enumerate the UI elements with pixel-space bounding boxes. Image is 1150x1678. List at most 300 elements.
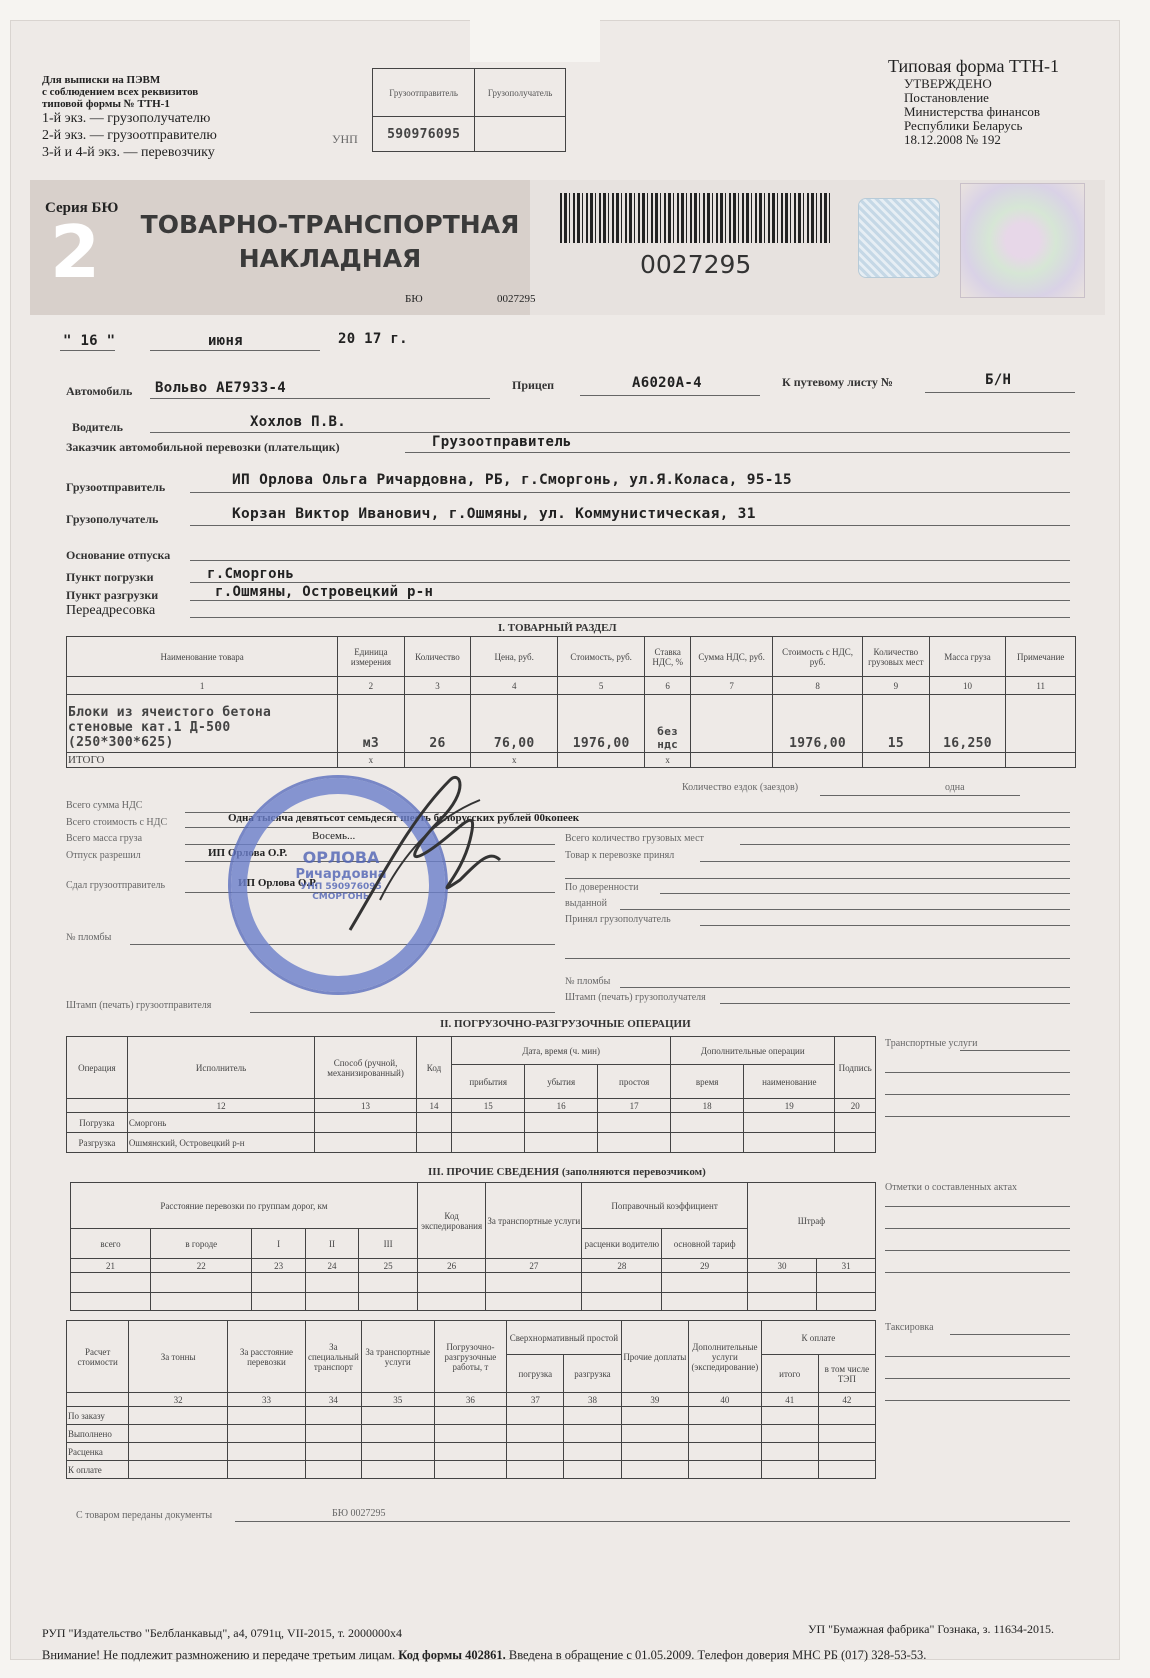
info-cell (151, 1273, 252, 1293)
goods-col-num: 3 (404, 677, 471, 695)
copy-line1: 1-й экз. — грузополучателю (42, 111, 211, 126)
op-row-loading-exec: Сморгонь (127, 1113, 315, 1133)
op-cell (416, 1113, 451, 1133)
loading-value: г.Сморгонь (207, 566, 295, 582)
small-series: БЮ (405, 293, 423, 305)
goods-header: Сумма НДС, руб. (691, 637, 773, 677)
op-cell (671, 1133, 744, 1153)
info-header-code: Код экспедирования (417, 1183, 485, 1259)
goods-col-num: 11 (1006, 677, 1076, 695)
unloading-value: г.Ошмяны, Островецкий р-н (215, 584, 434, 600)
calc-row-label: Расценка (67, 1443, 129, 1461)
calc-cell (228, 1461, 306, 1479)
calc-header-other: Прочие доплаты (621, 1321, 689, 1393)
calc-col-num: 38 (564, 1393, 621, 1407)
info-header-total: всего (71, 1229, 151, 1259)
info-cell (486, 1293, 582, 1311)
total-x: х (338, 753, 405, 768)
op-col-num: 14 (416, 1099, 451, 1113)
calc-cell (564, 1425, 621, 1443)
info-header-II: II (305, 1229, 358, 1259)
calc-cell (621, 1425, 689, 1443)
info-cell (305, 1293, 358, 1311)
release-value: ИП Орлова О.Р. (208, 847, 288, 859)
calc-cell (129, 1425, 228, 1443)
accepted-label: Товар к перевозке принял (565, 850, 675, 861)
calc-col-num: 40 (689, 1393, 762, 1407)
goods-table (66, 636, 1076, 768)
calc-row-label: К оплате (67, 1461, 129, 1479)
op-cell (525, 1133, 598, 1153)
op-header-time: время (671, 1065, 744, 1099)
calc-header-tonnes: За тонны (129, 1321, 228, 1393)
publisher-imprint: РУП "Издательство "Белбланкавыд", а4, 0791ц, VII-2015, т. 2000000х4 (42, 1626, 403, 1640)
calc-col-num: 42 (818, 1393, 875, 1407)
calc-cell (689, 1425, 762, 1443)
goods-cost: 1976,00 (558, 695, 645, 753)
other-info-table (70, 1182, 876, 1311)
table-row (67, 1425, 876, 1443)
goods-header: Стоимость, руб. (558, 637, 645, 677)
info-header-distance: Расстояние перевозки по группам дорог, км (71, 1183, 418, 1229)
goods-header: Стоимость с НДС, руб. (773, 637, 863, 677)
section1-title: I. ТОВАРНЫЙ РАЗДЕЛ (498, 622, 617, 634)
unloading-label: Пункт разгрузки (66, 588, 159, 602)
op-cell (452, 1113, 525, 1133)
calc-cell (761, 1461, 818, 1479)
op-cell (315, 1113, 416, 1133)
docs-value: БЮ 0027295 (332, 1508, 386, 1519)
copy-line3: 3-й и 4-й экз. — перевозчику (42, 145, 215, 160)
calc-cell (507, 1407, 564, 1425)
goods-header: Цена, руб. (471, 637, 558, 677)
instruction-line2: с соблюдением всех реквизитов (42, 86, 199, 98)
goods-name-line2: стеновые кат.1 Д-500 (250*300*625) (68, 720, 231, 750)
op-header-departure: убытия (525, 1065, 598, 1099)
total-cell (863, 753, 930, 768)
info-header-III: III (359, 1229, 418, 1259)
calc-header-extra: Дополнительные услуги (экспедирование) (689, 1321, 762, 1393)
info-col-num: 29 (662, 1259, 747, 1273)
calc-cell (761, 1407, 818, 1425)
calc-cell (434, 1461, 507, 1479)
mass-total-label: Всего масса груза (66, 833, 143, 844)
calc-cell (818, 1425, 875, 1443)
form-info-block (888, 56, 1118, 147)
op-col-num (67, 1099, 128, 1113)
calc-cell (434, 1425, 507, 1443)
info-cell (817, 1273, 876, 1293)
unp-table (372, 68, 566, 152)
total-cell (691, 753, 773, 768)
goods-vat-sum (691, 695, 773, 753)
docs-label: С товаром переданы документы (76, 1510, 213, 1521)
calc-cell (818, 1461, 875, 1479)
op-cell (315, 1133, 416, 1153)
table-row (67, 1113, 876, 1133)
op-cell (835, 1113, 876, 1133)
series-label: Серия БЮ (45, 200, 119, 216)
info-cell (71, 1273, 151, 1293)
info-cell (252, 1273, 305, 1293)
op-cell (744, 1133, 835, 1153)
op-header-arrival: прибытия (452, 1065, 525, 1099)
goods-header: Ставка НДС, % (645, 637, 691, 677)
calc-col-num: 36 (434, 1393, 507, 1407)
calc-cell (129, 1461, 228, 1479)
unp-label: УНП (332, 132, 358, 146)
info-cell (417, 1293, 485, 1311)
info-cell (71, 1293, 151, 1311)
op-cell (525, 1113, 598, 1133)
goods-cost-vat: 1976,00 (773, 695, 863, 753)
calc-cell (305, 1443, 361, 1461)
table-row (67, 1133, 876, 1153)
info-cell (305, 1273, 358, 1293)
calc-col-num: 39 (621, 1393, 689, 1407)
calc-header-distance: За расстояние перевозки (228, 1321, 306, 1393)
info-col-num: 23 (252, 1259, 305, 1273)
goods-vat-rate: без ндс (645, 695, 691, 753)
calc-cell (761, 1443, 818, 1461)
table-row (67, 753, 1076, 768)
goods-col-num: 9 (863, 677, 930, 695)
op-col-num: 12 (127, 1099, 315, 1113)
info-col-num: 25 (359, 1259, 418, 1273)
calc-col-num: 32 (129, 1393, 228, 1407)
calc-cell (361, 1461, 434, 1479)
footer-warning-code: Код формы 402861. (398, 1648, 506, 1662)
form-line2: Министерства финансов (904, 104, 1041, 119)
unp-consignee-value (475, 117, 566, 152)
car-value: Вольво АЕ7933-4 (155, 380, 286, 396)
total-x: х (645, 753, 691, 768)
calc-cell (507, 1443, 564, 1461)
seal-text-1: ОРЛОВА (302, 848, 380, 867)
footer-warning-a: Внимание! Не подлежит размножению и передаче третьим лицам. (42, 1648, 399, 1662)
calc-header-transport: За транспортные услуги (361, 1321, 434, 1393)
goods-col-num: 7 (691, 677, 773, 695)
trips-value: одна (945, 782, 965, 793)
calc-cell (228, 1443, 306, 1461)
mass-total-value: Восемь... (312, 830, 356, 842)
op-cell (598, 1113, 671, 1133)
info-col-num: 31 (817, 1259, 876, 1273)
footer-warning-c: Введена в обращение с 01.05.2009. Телефон доверия МНС РБ (017) 328-53-53. (505, 1648, 927, 1662)
shipper-label: Грузоотправитель (66, 480, 166, 494)
calc-cell (621, 1407, 689, 1425)
info-cell (582, 1293, 662, 1311)
goods-qty: 26 (404, 695, 471, 753)
total-cell (773, 753, 863, 768)
info-cell (662, 1273, 747, 1293)
calc-cell (361, 1407, 434, 1425)
info-cell (817, 1293, 876, 1311)
calc-cell (689, 1443, 762, 1461)
goods-header: Примечание (1006, 637, 1076, 677)
op-cell (416, 1133, 451, 1153)
calc-row-label: Выполнено (67, 1425, 129, 1443)
calc-cell (129, 1443, 228, 1461)
seal2-label: № пломбы (565, 976, 611, 987)
seal-text-3: УНП 590976095 (300, 882, 382, 892)
serial-number: 0027295 (640, 250, 752, 279)
consignee-label: Грузополучатель (66, 512, 159, 526)
op-header-extra: Дополнительные операции (671, 1037, 835, 1065)
info-col-num: 26 (417, 1259, 485, 1273)
consignee-stamp-label: Штамп (печать) грузополучателя (565, 992, 706, 1003)
seal-label: № пломбы (66, 932, 112, 943)
form-line3: Республики Беларусь (904, 118, 1023, 133)
calc-cell (361, 1443, 434, 1461)
info-cell (747, 1273, 816, 1293)
goods-header: Количество грузовых мест (863, 637, 930, 677)
calc-cell (761, 1425, 818, 1443)
goods-name-line1: Блоки из ячеистого бетона (68, 705, 272, 720)
info-col-num: 22 (151, 1259, 252, 1273)
info-cell (252, 1293, 305, 1311)
copy-line2: 2-й экз. — грузоотправителю (42, 128, 217, 143)
unp-col-consignee: Грузополучатель (475, 69, 566, 117)
calc-cell (305, 1461, 361, 1479)
calc-cell (621, 1443, 689, 1461)
operations-table (66, 1036, 876, 1153)
goods-unit: м3 (338, 695, 405, 753)
op-header-sign: Подпись (835, 1037, 876, 1099)
info-header-coef: Поправочный коэффициент (582, 1183, 747, 1229)
table-row (67, 1461, 876, 1479)
calc-col-num (67, 1393, 129, 1407)
calc-cell (564, 1461, 621, 1479)
power-label: По доверенности (565, 882, 639, 893)
calc-header-over: Сверхнормативный простой (507, 1321, 621, 1355)
calc-cell (305, 1407, 361, 1425)
op-cell (744, 1113, 835, 1133)
grand-total-value: Одна тысяча девятьсот семьдесят шесть белорусских рублей 00копеек (228, 812, 580, 824)
waybill-value: Б/Н (985, 372, 1012, 388)
small-serial: 0027295 (497, 293, 536, 305)
date-year: 20 17 г. (338, 331, 408, 347)
goods-col-num: 5 (558, 677, 645, 695)
op-cell (835, 1133, 876, 1153)
calc-cell (507, 1461, 564, 1479)
footer-warning (42, 1648, 926, 1663)
trips-label: Количество ездок (заездов) (682, 782, 799, 793)
op-cell (598, 1133, 671, 1153)
info-header-driver-pay: расценки водителю (582, 1229, 662, 1259)
hologram-square (858, 198, 940, 278)
info-cell (151, 1293, 252, 1311)
page-notch (470, 0, 600, 62)
form-line4: 18.12.2008 № 192 (904, 132, 1001, 147)
barcode (560, 193, 830, 243)
driver-value: Хохлов П.В. (250, 414, 347, 430)
op-col-num: 17 (598, 1099, 671, 1113)
op-col-num: 18 (671, 1099, 744, 1113)
section2-title: II. ПОГРУЗОЧНО-РАЗГРУЗОЧНЫЕ ОПЕРАЦИИ (440, 1018, 691, 1030)
seal-text-2: Ричардовна (295, 867, 387, 882)
customer-value: Грузоотправитель (432, 434, 572, 450)
info-cell (747, 1293, 816, 1311)
total-x: х (471, 753, 558, 768)
handed-label: Сдал грузоотправитель (66, 880, 166, 891)
op-header-operation: Операция (67, 1037, 128, 1099)
goods-places: 15 (863, 695, 930, 753)
calc-header-sum: итого (761, 1355, 818, 1393)
info-col-num: 28 (582, 1259, 662, 1273)
goods-note (1006, 695, 1076, 753)
op-header-code: Код (416, 1037, 451, 1099)
consignee-value: Корзан Виктор Иванович, г.Ошмяны, ул. Коммунистическая, 31 (232, 506, 756, 522)
vat-total-label: Всего сумма НДС (66, 800, 143, 811)
calc-header-calc: Расчет стоимости (67, 1321, 129, 1393)
info-cell (582, 1273, 662, 1293)
calc-header-load: погрузка (507, 1355, 564, 1393)
calc-cell (305, 1425, 361, 1443)
info-header-city: в городе (151, 1229, 252, 1259)
trailer-value: А6020А-4 (632, 375, 702, 391)
goods-col-num: 6 (645, 677, 691, 695)
shipper-stamp-label: Штамп (печать) грузоотправителя (66, 1000, 212, 1011)
table-row (67, 695, 1076, 753)
calc-cell (689, 1461, 762, 1479)
info-col-num: 21 (71, 1259, 151, 1273)
release-label: Отпуск разрешил (66, 850, 141, 861)
car-label: Автомобиль (66, 384, 133, 398)
calc-cell (621, 1461, 689, 1479)
unp-shipper-value: 590976095 (373, 117, 475, 152)
calc-cell (129, 1407, 228, 1425)
calc-col-num: 34 (305, 1393, 361, 1407)
goods-price: 76,00 (471, 695, 558, 753)
loading-label: Пункт погрузки (66, 570, 154, 584)
grand-total-label: Всего стоимость с НДС (66, 817, 168, 828)
form-title: Типовая форма ТТН-1 (888, 56, 1059, 76)
goods-name-cell (67, 695, 338, 753)
calc-col-num: 37 (507, 1393, 564, 1407)
basis-label: Основание отпуска (66, 548, 171, 562)
op-header-method: Способ (ручной, механизированный) (315, 1037, 416, 1099)
table-row (67, 1443, 876, 1461)
op-header-datetime: Дата, время (ч. мин) (452, 1037, 671, 1065)
info-cell (359, 1273, 418, 1293)
document-title-line1: ТОВАРНО-ТРАНСПОРТНАЯ (140, 210, 520, 239)
op-header-executor: Исполнитель (127, 1037, 315, 1099)
op-col-num: 15 (452, 1099, 525, 1113)
op-row-unloading-exec: Ошмянский, Островецкий р-н (127, 1133, 315, 1153)
op-row-loading: Погрузка (67, 1113, 128, 1133)
goods-header: Наименование товара (67, 637, 338, 677)
issued-label: выданной (565, 898, 608, 909)
document-title (130, 208, 530, 276)
date-day: " 16 " (63, 333, 116, 349)
places-total-label: Всего количество грузовых мест (565, 833, 704, 844)
form-line1: Постановление (904, 90, 989, 105)
customer-label: Заказчик автомобильной перевозки (плательщик) (66, 440, 340, 454)
calc-header-unload: разгрузка (564, 1355, 621, 1393)
calc-header-pay: К оплате (761, 1321, 875, 1355)
factory-imprint: УП "Бумажная фабрика" Гознака, з. 11634-2015. (808, 1622, 1055, 1636)
op-col-num: 20 (835, 1099, 876, 1113)
calc-cell (228, 1407, 306, 1425)
calc-header-incl: в том числе ТЭП (818, 1355, 875, 1393)
readdress-label: Переадресовка (66, 603, 156, 618)
total-cell (1006, 753, 1076, 768)
section3-title: III. ПРОЧИЕ СВЕДЕНИЯ (заполняются перевозчиком) (428, 1166, 706, 1178)
instructions-block (42, 74, 302, 161)
copy-number: 2 (50, 210, 101, 294)
goods-mass: 16,250 (929, 695, 1006, 753)
transport-services-label: Транспортные услуги (885, 1038, 978, 1049)
calc-cell (228, 1425, 306, 1443)
info-header-fine: Штраф (747, 1183, 875, 1259)
cost-calc-table (66, 1320, 876, 1479)
unp-col-shipper: Грузоотправитель (373, 69, 475, 117)
table-row (71, 1273, 876, 1293)
calc-cell (564, 1407, 621, 1425)
calc-col-num: 33 (228, 1393, 306, 1407)
calc-header-loading: Погрузочно-разгрузочные работы, т (434, 1321, 507, 1393)
op-col-num: 19 (744, 1099, 835, 1113)
goods-col-num: 1 (67, 677, 338, 695)
instruction-line3: типовой формы № ТТН-1 (42, 98, 170, 110)
trailer-label: Прицеп (512, 378, 555, 392)
total-cell (558, 753, 645, 768)
op-col-num: 13 (315, 1099, 416, 1113)
taxing-label: Таксировка (885, 1322, 934, 1333)
calc-cell (818, 1443, 875, 1461)
info-cell (662, 1293, 747, 1311)
op-cell (671, 1113, 744, 1133)
op-row-unloading: Разгрузка (67, 1133, 128, 1153)
goods-header: Масса груза (929, 637, 1006, 677)
handed-value: ИП Орлова О.Р. (238, 877, 318, 889)
info-col-num: 27 (486, 1259, 582, 1273)
calc-cell (434, 1407, 507, 1425)
acts-label: Отметки о составленных актах (885, 1182, 1018, 1193)
received-label: Принял грузополучатель (565, 914, 671, 925)
table-row (71, 1293, 876, 1311)
calc-cell (564, 1443, 621, 1461)
calc-row-label: По заказу (67, 1407, 129, 1425)
info-cell (359, 1293, 418, 1311)
info-header-I: I (252, 1229, 305, 1259)
op-col-num: 16 (525, 1099, 598, 1113)
calc-cell (507, 1425, 564, 1443)
date-month: июня (208, 333, 243, 349)
form-approved: УТВЕРЖДЕНО (904, 76, 992, 91)
document-title-line2: НАКЛАДНАЯ (238, 244, 422, 273)
goods-col-num: 4 (471, 677, 558, 695)
calc-col-num: 41 (761, 1393, 818, 1407)
calc-cell (689, 1407, 762, 1425)
shipper-value: ИП Орлова Ольга Ричардовна, РБ, г.Сморгонь, ул.Я.Коласа, 95-15 (232, 472, 792, 488)
goods-header: Единица измерения (338, 637, 405, 677)
info-cell (417, 1273, 485, 1293)
calc-cell (818, 1407, 875, 1425)
op-cell (452, 1133, 525, 1153)
op-header-idle: простоя (598, 1065, 671, 1099)
calc-cell (361, 1425, 434, 1443)
info-header-transport: За транспортные услуги (486, 1183, 582, 1259)
total-cell (929, 753, 1006, 768)
waybill-label: К путевому листу № (782, 375, 893, 389)
goods-header: Количество (404, 637, 471, 677)
goods-col-num: 8 (773, 677, 863, 695)
op-header-name: наименование (744, 1065, 835, 1099)
seal-text-4: СМОРГОНЬ (312, 892, 370, 902)
calc-cell (434, 1443, 507, 1461)
